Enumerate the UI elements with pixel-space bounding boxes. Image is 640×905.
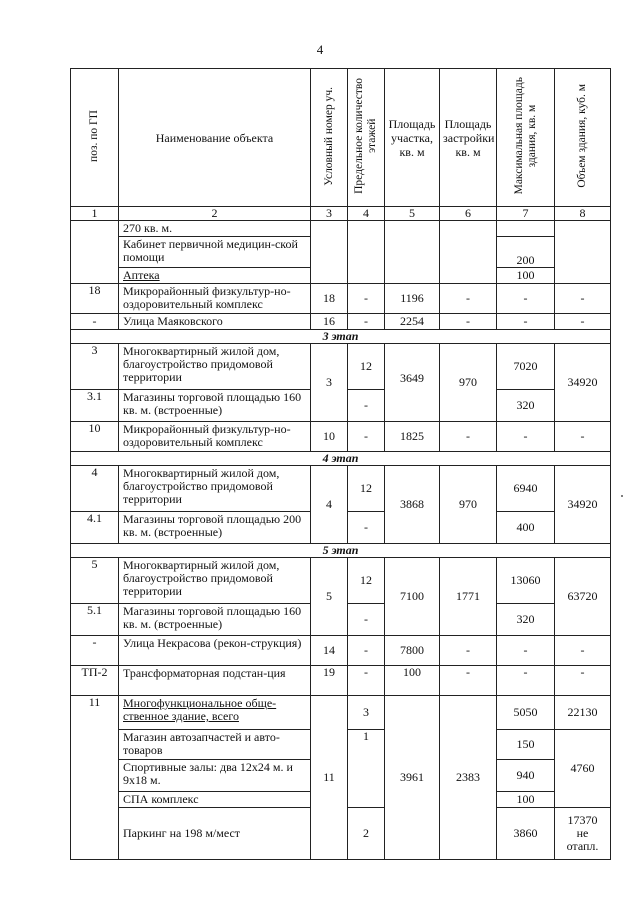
header-floors: Предельное количество этажей bbox=[348, 69, 385, 207]
max-area: 100 bbox=[497, 792, 555, 808]
stage-title: 4 этап bbox=[71, 452, 611, 466]
object-name: Кабинет первичной медицин-ской помощи bbox=[119, 237, 311, 268]
max-area: 100 bbox=[497, 268, 555, 284]
cell bbox=[497, 221, 555, 237]
building-area: - bbox=[440, 422, 497, 452]
volume: 34920 bbox=[555, 344, 611, 422]
floors: - bbox=[348, 422, 385, 452]
building-area: 970 bbox=[440, 466, 497, 544]
plot-area: 1825 bbox=[385, 422, 440, 452]
col-number: 6 bbox=[440, 207, 497, 221]
pos: 3.1 bbox=[71, 390, 119, 422]
stage-row bbox=[71, 330, 611, 344]
cell bbox=[311, 221, 348, 284]
table-row bbox=[71, 558, 611, 604]
volume: 63720 bbox=[555, 558, 611, 636]
max-area: - bbox=[497, 666, 555, 696]
building-area: - bbox=[440, 314, 497, 330]
col-number: 3 bbox=[311, 207, 348, 221]
table-row bbox=[71, 422, 611, 452]
table-row bbox=[71, 344, 611, 390]
object-name: Многоквартирный жилой дом, благоустройство придомовой территории bbox=[119, 558, 311, 604]
object-name: СПА комплекс bbox=[119, 792, 311, 808]
object-name: Магазин автозапчастей и авто-товаров bbox=[119, 730, 311, 760]
table-row bbox=[71, 466, 611, 512]
header-max-area: Максимальная площадь здания, кв. м bbox=[497, 69, 555, 207]
floors: 12 bbox=[348, 558, 385, 604]
object-name: Улица Некрасова (рекон-струкция) bbox=[119, 636, 311, 666]
pos: - bbox=[71, 636, 119, 666]
table-row bbox=[71, 696, 611, 730]
header-volume: Объем здания, куб. м bbox=[555, 69, 611, 207]
volume: - bbox=[555, 636, 611, 666]
pos: 4 bbox=[71, 466, 119, 512]
object-name: Трансформаторная подстан-ция bbox=[119, 666, 311, 696]
header-plot-area: Площадь участка, кв. м bbox=[385, 69, 440, 207]
plot-number: 3 bbox=[311, 344, 348, 422]
pos: - bbox=[71, 314, 119, 330]
cell bbox=[385, 221, 440, 284]
table-row bbox=[71, 221, 611, 237]
max-area: 7020 bbox=[497, 344, 555, 390]
header-plot-number: Условный номер уч. bbox=[311, 69, 348, 207]
floors: - bbox=[348, 390, 385, 422]
stage-row bbox=[71, 544, 611, 558]
plot-area: 7800 bbox=[385, 636, 440, 666]
header-row bbox=[71, 69, 611, 207]
plot-number: 4 bbox=[311, 466, 348, 544]
plot-area: 3649 bbox=[385, 344, 440, 422]
plot-area: 3961 bbox=[385, 696, 440, 860]
plot-area: 3868 bbox=[385, 466, 440, 544]
floors: 12 bbox=[348, 466, 385, 512]
col-number: 2 bbox=[119, 207, 311, 221]
col-number: 5 bbox=[385, 207, 440, 221]
floors: - bbox=[348, 512, 385, 544]
objects-table bbox=[70, 68, 611, 860]
cell bbox=[71, 221, 119, 284]
col-number: 7 bbox=[497, 207, 555, 221]
floors: - bbox=[348, 604, 385, 636]
plot-number: 10 bbox=[311, 422, 348, 452]
plot-area: 1196 bbox=[385, 284, 440, 314]
object-name: 270 кв. м. bbox=[119, 221, 311, 237]
building-area: 1771 bbox=[440, 558, 497, 636]
table-row bbox=[71, 636, 611, 666]
col-number: 4 bbox=[348, 207, 385, 221]
volume: 17370 не отапл. bbox=[555, 808, 611, 860]
pos: ТП-2 bbox=[71, 666, 119, 696]
table-row bbox=[71, 666, 611, 696]
floors: - bbox=[348, 314, 385, 330]
plot-number: 19 bbox=[311, 666, 348, 696]
object-name: Паркинг на 198 м/мест bbox=[119, 808, 311, 860]
floors: 1 bbox=[348, 730, 385, 808]
object-name: Аптека bbox=[119, 268, 311, 284]
volume: - bbox=[555, 284, 611, 314]
max-area: 320 bbox=[497, 390, 555, 422]
volume: - bbox=[555, 666, 611, 696]
building-area: - bbox=[440, 666, 497, 696]
header-pos: поз. по ГП bbox=[71, 69, 119, 207]
object-name: Многоквартирный жилой дом, благоустройство придомовой территории bbox=[119, 344, 311, 390]
pos: 18 bbox=[71, 284, 119, 314]
volume: - bbox=[555, 422, 611, 452]
object-name: Многоквартирный жилой дом, благоустройство придомовой территории bbox=[119, 466, 311, 512]
max-area: 320 bbox=[497, 604, 555, 636]
floors: 3 bbox=[348, 696, 385, 730]
max-area: 13060 bbox=[497, 558, 555, 604]
header-building-area: Площадь застройки кв. м bbox=[440, 69, 497, 207]
floors: - bbox=[348, 636, 385, 666]
table-row bbox=[71, 314, 611, 330]
col-number: 8 bbox=[555, 207, 611, 221]
plot-number: 18 bbox=[311, 284, 348, 314]
max-area: 6940 bbox=[497, 466, 555, 512]
plot-number: 5 bbox=[311, 558, 348, 636]
object-name: Микрорайонный физкультур-но-оздоровительный комплекс bbox=[119, 284, 311, 314]
floors: - bbox=[348, 666, 385, 696]
building-area: - bbox=[440, 636, 497, 666]
pos: 10 bbox=[71, 422, 119, 452]
volume: - bbox=[555, 314, 611, 330]
max-area: 150 bbox=[497, 730, 555, 760]
volume: 22130 bbox=[555, 696, 611, 730]
object-name: Магазины торговой площадью 160 кв. м. (встроенные) bbox=[119, 390, 311, 422]
max-area: - bbox=[497, 636, 555, 666]
stage-title: 5 этап bbox=[71, 544, 611, 558]
scan-speck bbox=[621, 495, 623, 497]
pos: 5 bbox=[71, 558, 119, 604]
floors: 2 bbox=[348, 808, 385, 860]
volume: 34920 bbox=[555, 466, 611, 544]
object-name: Магазины торговой площадью 160 кв. м. (встроенные) bbox=[119, 604, 311, 636]
plot-area: 7100 bbox=[385, 558, 440, 636]
header-name: Наименование объекта bbox=[119, 69, 311, 207]
max-area: 3860 bbox=[497, 808, 555, 860]
page-number: 4 bbox=[316, 42, 324, 57]
stage-row bbox=[71, 452, 611, 466]
object-name: Микрорайонный физкультур-но-оздоровительный комплекс bbox=[119, 422, 311, 452]
building-area: 2383 bbox=[440, 696, 497, 860]
max-area: 200 bbox=[497, 237, 555, 268]
cell bbox=[440, 221, 497, 284]
plot-number: 14 bbox=[311, 636, 348, 666]
max-area: - bbox=[497, 314, 555, 330]
max-area: 400 bbox=[497, 512, 555, 544]
object-name: Магазины торговой площадью 200 кв. м. (встроенные) bbox=[119, 512, 311, 544]
max-area: - bbox=[497, 422, 555, 452]
floors: 12 bbox=[348, 344, 385, 390]
col-number: 1 bbox=[71, 207, 119, 221]
object-name: Многофункциональное обще-ственное здание, всего bbox=[119, 696, 311, 730]
plot-number: 11 bbox=[311, 696, 348, 860]
plot-area: 2254 bbox=[385, 314, 440, 330]
volume: 4760 bbox=[555, 730, 611, 808]
stage-title: 3 этап bbox=[71, 330, 611, 344]
building-area: - bbox=[440, 284, 497, 314]
max-area: 940 bbox=[497, 760, 555, 792]
pos: 3 bbox=[71, 344, 119, 390]
plot-number: 16 bbox=[311, 314, 348, 330]
cell bbox=[555, 221, 611, 284]
table-row bbox=[71, 284, 611, 314]
max-area: 5050 bbox=[497, 696, 555, 730]
plot-area: 100 bbox=[385, 666, 440, 696]
column-numbers-row bbox=[71, 207, 611, 221]
floors: - bbox=[348, 284, 385, 314]
pos: 5.1 bbox=[71, 604, 119, 636]
object-name: Спортивные залы: два 12х24 м. и 9х18 м. bbox=[119, 760, 311, 792]
pos: 4.1 bbox=[71, 512, 119, 544]
building-area: 970 bbox=[440, 344, 497, 422]
max-area: - bbox=[497, 284, 555, 314]
cell bbox=[348, 221, 385, 284]
pos: 11 bbox=[71, 696, 119, 860]
object-name: Улица Маяковского bbox=[119, 314, 311, 330]
